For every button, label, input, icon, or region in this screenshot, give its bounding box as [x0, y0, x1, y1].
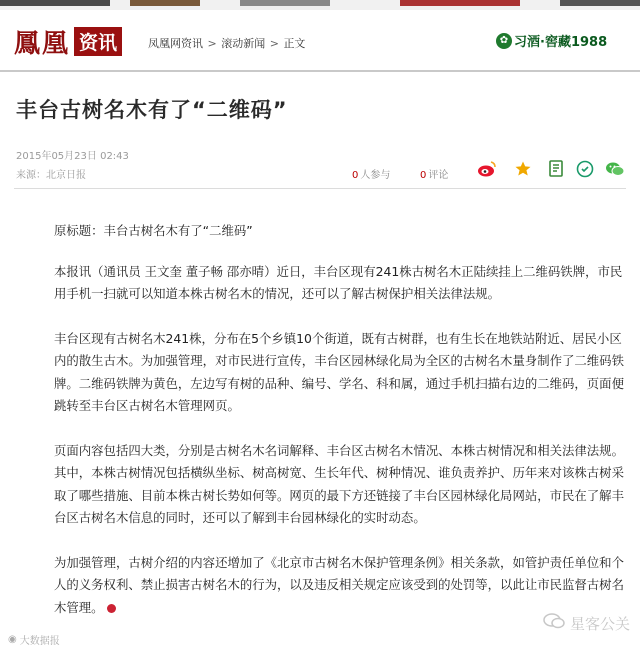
sponsor-logo[interactable] — [496, 31, 607, 50]
comments-number: 0 — [420, 170, 427, 181]
article-paragraph: 原标题：丰台古树名木有了“二维码” — [54, 223, 253, 238]
participants-number: 0 — [352, 170, 359, 181]
breadcrumb-item-current: 正文 — [283, 37, 306, 50]
weibo-watermark-icon: ◉ — [8, 634, 17, 645]
article-title: 丰台古树名木有了“二维码” — [16, 98, 288, 122]
watermark-left-text: 大数据报 — [19, 636, 60, 647]
comments-label: 评论 — [428, 170, 449, 181]
watermark-left — [8, 632, 60, 647]
participants-label: 人参与 — [360, 170, 391, 181]
breadcrumb-separator: > — [269, 37, 279, 50]
sponsor-emblem-icon: ✿ — [496, 33, 512, 49]
bookmark-icon[interactable] — [545, 158, 567, 180]
breadcrumb — [148, 35, 305, 51]
wechat-watermark-icon — [543, 612, 565, 634]
end-mark-icon — [107, 604, 116, 613]
wechat-icon[interactable] — [604, 158, 626, 180]
site-header — [0, 10, 640, 72]
star-icon[interactable] — [512, 158, 534, 180]
article-paragraph — [54, 552, 624, 620]
article-paragraph-text: 为加强管理，古树介绍的内容还增加了《北京市古树名木保护管理条例》相关条款，如管护责任单位和个人的义务权利、禁止损害古树名木的行为，以及违反相关规定应该受到的处罚等，以此让市民监督古树名木管理。 — [54, 554, 624, 615]
top-ad-strip — [0, 0, 640, 10]
breadcrumb-item-home[interactable]: 凤凰网资讯 — [148, 37, 203, 50]
sponsor-logo-text: 习酒·窖藏1988 — [514, 35, 608, 50]
breadcrumb-separator: > — [207, 37, 217, 50]
logo-box: 资讯 — [74, 27, 122, 56]
weibo-icon[interactable] — [476, 158, 498, 180]
watermark-right — [543, 612, 630, 634]
participants-count[interactable] — [352, 166, 390, 181]
comments-count[interactable] — [420, 166, 448, 181]
article-body — [54, 220, 624, 641]
article-source: 来源：北京日报 — [16, 170, 86, 181]
article-datetime: 2015年05月23日 02:43 — [16, 151, 129, 162]
article-paragraph: 丰台区现有古树名木241株，分布在5个乡镇10个街道，既有古树群，也有生长在地铁站附近、居民小区内的散生古木。为加强管理，对市民进行宣传，丰台区园林绿化局为全区的古树名木量身制作了二维码铁牌。二维码铁牌为黄色，左边写有树的品种、编号、学名、科和属，通过手机扫描右边的二维码，页面便跳转至丰台区古树名木管理网页。 — [54, 330, 624, 413]
watermark-right-text: 星客公关 — [569, 614, 630, 633]
site-logo[interactable] — [14, 26, 122, 59]
qzone-icon[interactable] — [574, 158, 596, 180]
header-divider — [14, 188, 626, 189]
article-paragraph: 本报讯（通讯员 王文奎 董子畅 邵亦晴）近日，丰台区现有241株古树名木正陆续挂上二维码铁牌，市民用手机一扫就可以知道本株古树名木的情况，还可以了解古树保护相关法律法规。 — [54, 263, 623, 301]
logo-text: 鳳凰 — [14, 28, 71, 59]
breadcrumb-item-rolling-news[interactable]: 滚动新闻 — [221, 37, 266, 50]
article-paragraph: 页面内容包括四大类，分别是古树名木名词解释、丰台区古树名木情况、本株古树情况和相关法律法规。其中，本株古树情况包括横纵坐标、树高树宽、生长年代、树种情况、谁负责养护、历年来对该株古树采取了哪些措施、目前本株古树长势如何等。网页的最下方还链接了丰台区园林绿化局网站，市民在了解丰台区古树名木信息的同时，还可以了解到丰台园林绿化的实时动态。 — [54, 442, 624, 525]
